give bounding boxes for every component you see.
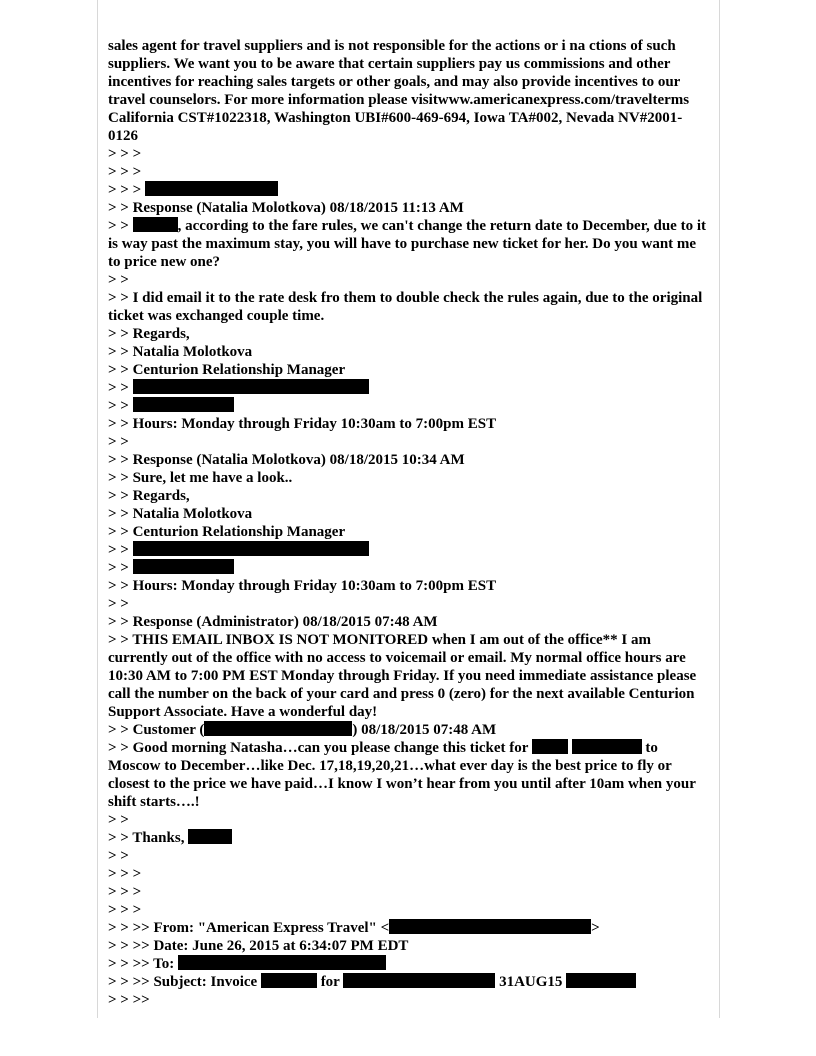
quote-marker: > > [108,434,129,450]
redaction-block [532,739,568,754]
redaction-block [178,955,386,970]
signature-hours: > > Hours: Monday through Friday 10:30am to 7:00pm EST [108,578,497,594]
email-document [108,37,712,1009]
redaction-block [133,397,234,412]
redaction-block [133,217,178,232]
redaction-block [343,973,495,988]
forwarded-date: > > >> Date: June 26, 2015 at 6:34:07 PM EDT [108,938,409,954]
signature-name: > > Natalia Molotkova [108,506,253,522]
redaction-block [188,829,232,844]
quote-marker: > > > [108,884,142,900]
signature-hours: > > Hours: Monday through Friday 10:30am to 7:00pm EST [108,416,497,432]
quote-marker: > > [108,272,129,288]
response-body: > > Sure, let me have a look.. [108,470,293,486]
redaction-block [133,541,369,556]
quote-marker: > > > [108,146,142,162]
response-body: > > THIS EMAIL INBOX IS NOT MONITORED when I am out of the office** I am currently out of the office with no access to voicemail or email. My normal office hours are 10:30 AM to 7:00 PM EST Monday through Friday. If you need immediate assistance please call the number on the back of your card and press 0 (zero) for the next available Centurion Support Associate. Have a wonderful day! [108,632,697,720]
forwarded-from: > > >> From: "American Express Travel" < > [108,920,600,936]
redaction-block [261,973,317,988]
redaction-block [145,181,278,196]
signature-regards: > > Regards, [108,326,190,342]
signature-name: > > Natalia Molotkova [108,344,253,360]
customer-thanks: > > Thanks, [108,829,712,847]
page-border-right [719,0,720,1018]
signature-title: > > Centurion Relationship Manager [108,362,346,378]
quote-line-redacted: > > > [108,181,712,199]
customer-header: > > Customer ( ) 08/18/2015 07:48 AM [108,722,497,738]
quote-marker: > > > [108,902,142,918]
response-header: > > Response (Natalia Molotkova) 08/18/2015 10:34 AM [108,452,465,468]
page-border-left [97,0,98,1018]
signature-redacted: > > [108,397,712,415]
redaction-block [133,559,234,574]
redaction-block [204,721,352,736]
signature-redacted: > > [108,541,712,559]
signature-redacted: > > [108,379,712,397]
response-body: > > I did email it to the rate desk fro them to double check the rules again, due to the original ticket was exchanged couple time. [108,290,703,324]
customer-message: > > Good morning Natasha…can you please change this ticket for to Moscow to December…like Dec. 17,18,19,20,21…what ever day is the best price to fly or closest to the price we have paid…I know I won’t hear from you until after 10am when your shift starts….! [108,740,696,810]
response-header: > > Response (Administrator) 08/18/2015 07:48 AM [108,614,438,630]
forwarded-to: > > >> To: [108,955,712,973]
forwarded-subject: > > >> Subject: Invoice for 31AUG15 [108,973,712,991]
signature-redacted: > > [108,559,712,577]
redaction-block [389,919,591,934]
quote-marker: > > > [108,866,142,882]
quote-marker: > > > [108,164,142,180]
quote-marker: > > >> [108,992,150,1008]
disclaimer-paragraph: sales agent for travel suppliers and is not responsible for the actions or i na ctions of such suppliers. We want you to be aware that certain suppliers pay us commissions and other incentives for reaching sales targets or other goals, and may also provide incentives to our travel counselors. For more information please visitwww.americanexpress.com/travelterms California CST#1022318, Washington UBI#600-469-694, Iowa TA#002, Nevada NV#2001-0126 [108,38,690,144]
response-body: > > , according to the fare rules, we can't change the return date to December, due to it is way past the maximum stay, you will have to purchase new ticket for her. Do you want me to price new one? [108,218,706,270]
redaction-block [572,739,642,754]
response-header: > > Response (Natalia Molotkova) 08/18/2015 11:13 AM [108,200,464,216]
quote-marker: > > [108,596,129,612]
redaction-block [566,973,636,988]
quote-marker: > > [108,812,129,828]
signature-regards: > > Regards, [108,488,190,504]
quote-marker: > > [108,848,129,864]
redaction-block [133,379,369,394]
signature-title: > > Centurion Relationship Manager [108,524,346,540]
